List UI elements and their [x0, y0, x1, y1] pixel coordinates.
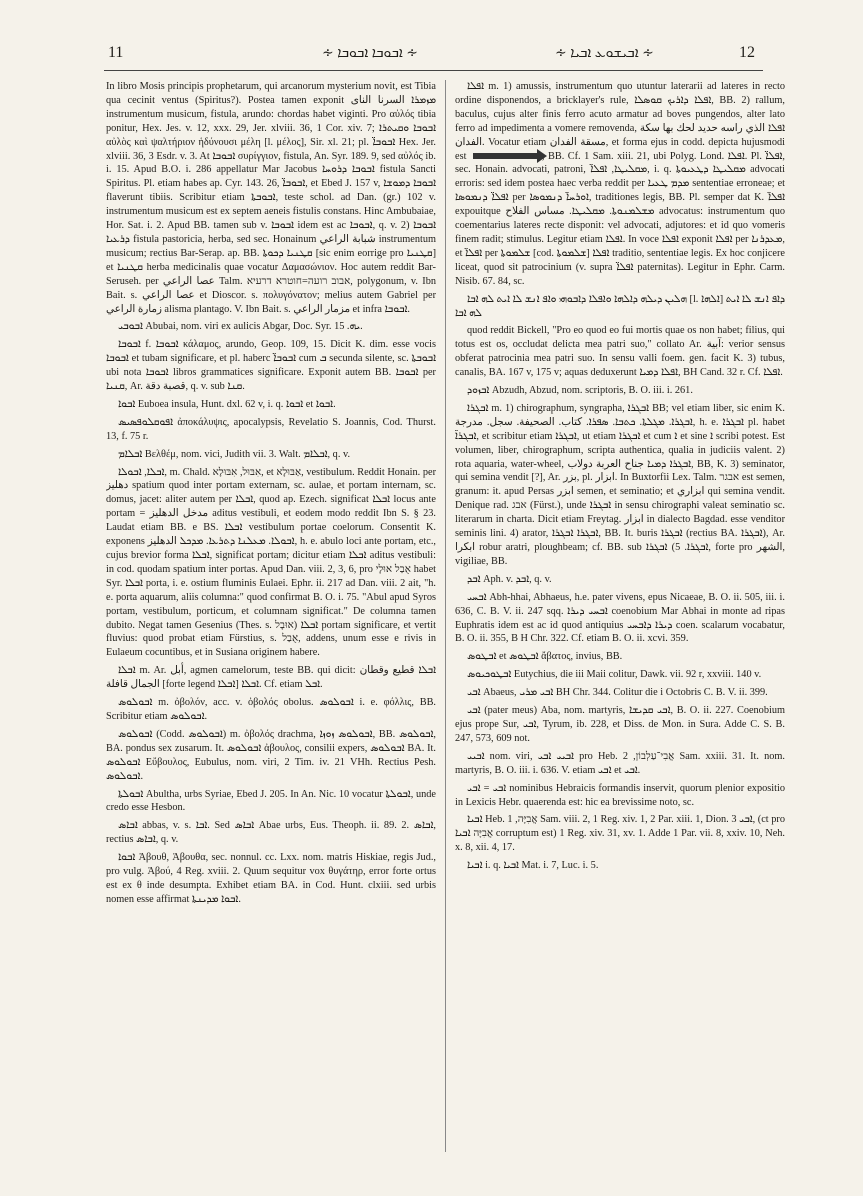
dictionary-entry: quod reddit Bickell, "Pro eo quod eo fui mortis quae os non habet; filius, qui totus est os, occludat delicta mea patri suo," collato Ar. آبية: verior sensus obferat patrocinia mea patri suo. In sensu valli foem. gen. facit K. 3) tubus, canalis, BA. 167 v, 175 v; aquas deduxerunt ܐܦܠܐ ܕܡܝܐ, BH Cand. 32 r. Cf. ܐܦܠܐ.: [455, 325, 785, 379]
dictionary-entry: ܐܒܘܒܐ f. ܐܒܘܒܐ κάλαμος, arundo, Geop. 109, 15. Dicit K. dim. esse vocis ܐܒܘܒܐ et tubam significare, et pl. haberc ܐܒܘܒܐ̈ cum ܒ secunda silente, sc. ܐܒܘܒܬܐ ubi nota ܐܒܘܒܐ libros grammatices significare. Exponit autem BB. ܐܒܘܒܐ per ܩܢܝܐ, Ar. قصبة دقة, q. v. sub ܩܢܐ.: [106, 339, 436, 393]
left-running-head: ∻ ܐܒܘܒܐ ܐܒܘܒܐ ∻: [322, 46, 419, 61]
header-rule: [104, 70, 763, 71]
left-page-number: 11: [108, 44, 124, 61]
right-page-number: 12: [739, 44, 755, 61]
dictionary-entry: ܐܒܝܐ Heb. אֲבִיָּה, 1 Sam. viii. 2, 1 Reg. xiv. 1, 2 Par. xiii. 1, Dion. ܐܒܝ 3, (ct pro אֲבִיָּה ܐܒܝܐ corruptum est) 1 Reg. xiv. 31, xv. 1. Adde 1 Par. vii. 8, xxiv. 10, Neh. x. 8, xii. 4, 17.: [455, 814, 785, 854]
right-running-head: ∻ ܐܒܝܫܘܥ ܐܒܝܐ ∻: [555, 46, 654, 61]
dictionary-entry: ܐܒܝ Abaeus, ܐܒܝ ܡܪܝ BH Chr. 344. Colitur die i Octobris C. B. V. ii. 399.: [467, 687, 768, 699]
dictionary-entry: ܐܒܛܘܟܝܘܣ Eutychius, die iii Maii colitur, Dawk. vii. 92 r, xxviii. 140 v.: [467, 669, 762, 681]
right-column: [455, 80, 785, 1160]
dictionary-entry: ܐܦܠܐ m. 1) amussis, instrumentum quo utuntur laterarii ad lateres in recto ordine disponendos, a bricklayer's rule, ܐܦܠܐ ܕܐܪܝܟ ܩܘܣܠܐ, BB. 2) rallum, baculus, cujus alter finis ferro acuto armatur ad boves pungendos, alter lato ferro ad impedimenta a vomere removenda, ܐܦܠܐ الذي راسه حديد لحك بها سكة الفدان. Vocatur etiam مسقة الفدان, et forma ejus in codd. depicta hujusmodi est , BB. Cf. 1 Sam. xiii. 21, ubi Polyg. Lond. ܐܦܠܐ. Pl. ܐܦܠܐ̈, sec. Honain. advocati, patroni, ܡܩܠܝܛܐ, ܐܦܠܐ̈, i. q. ܡܩܠܝܛܐ ܕܛܥܝܘܬܐ advocati erroris: sed idem postea haec verba reddit per ܡܕܡ ܛܥܝܐ sententiae erroneae; et ܐܦܠܐ̈ ܕܢܡܘܣܐ per ܐܘܪܚܐ̈ ܕܢܡܘܣܐ, traditiones legis, BB. Pl. semper dat K. ܐܦܠܐ̈ expouitque ܡܫܠܡܢܘܬܐ. ܡܩܠܝܛܐ. مساس الفلاح advocatus: instrumentum quo coementarius lateres recte disponit: vel advocati, adjutores: et id quo vomeris finem radit; stimulus. Legitur etiam ܐܦܠܐ. In voce ܐܦܠܐ exponit ܐܦܠܐ per ܡܥܕܪܢܐ, et ܐܦܠܐ̈ per ܫܠܡܘܬܐ [cod. ܫܠܡܘܬܐ] ܐܦܠܐ traditio, sententiae legis. Ex hoc conjicere liceat, quod sit patrocinium (v. supra ܐܦܠܐ̈ paternitas). Legitur in Ephr. Carm. Nisib. 67. 84, sc.: [455, 81, 785, 287]
dictionary-entry: ܗܠܝܢ ܕܝܠܗ ܕܐܠܗܐ ܘܐܦܠܐ ܕܐܒܘܗܝ ܘܐܦ ܐܢܫ ܠܐ ܐܝܬ ܠܗ ܐܒܐ [l. ܐܠܗܐ] ܕܐܦ ܐܢܫ ܠܐ ܐܝܬ ܠܗ ܐܒܐ: [455, 293, 785, 319]
dictionary-entry: ܐܒܘܐ Euboea insula, Hunt. dxl. 62 v, i. q. ܐܒܘܐ et ܐܒܘܐ.: [118, 398, 336, 410]
dictionary-entry: ܐܒܝ = ܐܒܝ nominibus Hebraicis formandis inservit, quorum plenior expositio in Lexicis Hebr. quaerenda est: hic ea brevissime noto, sc.: [455, 782, 785, 808]
dictionary-entry: ܐܦܘܩܠܘܦܣܝܣ ἀποκάλυψις, apocalypsis, Revelatio S. Joannis, Cod. Thurst. 13, f. 75 r.: [106, 416, 436, 442]
dictionary-entry: ܐܒܕ Aph. v. ܐܒܕ, q. v.: [467, 573, 552, 585]
dictionary-entry: ܐܒܘܠܬܐ Abultha, urbs Syriae, Ebed J. 205. In An. Nic. 10 vocatur ܐܒܘܠܬܐ, unde credo esse Hesbon.: [106, 788, 436, 814]
dictionary-entry: In libro Mosis principis prophetarum, qui arcanorum mysterium novit, est Tibia qua cecinit ventus (Spiritus?). Postea tamen exponit ܡܙܡܪܐ السرنا النای instrumentum musicum, fistula, arundo: chordas habet viginti. Pro αὐλός tibia ponitur, Hex. Jes. v. 12, xxx. 29, Jer. xlviii. 36, 1 Cor. xiv. 7; ܐܒܘܒܐ ܘܩܝܬܪܐ αὐλὸς καὶ ψαλτήριον ἡδύνουσι μέλη [l. μέλος], Sir. xl. 21; pl. ܐܒܘܒܐ̈ Hex. Jer. xlviii. 36, 3 Esdr. v. 3. At ܐܒܘܒܐ συρίγγιον, fistula, An. Syr. 189. 9, sed αὐλός ib. i. 15. Apud B.O. i. 286 appellatur Mar Jacobus ܐܒܘܒܐ ܕܪܘܚܐ fistula Sancti Spiritus. Pl. etiam habes ap. Cyr. 143. 26, ܐܒܘܒܐ̈, et Ebed J. 157 v, ܐܒܘܒܐ ܕܡܘܫܐ flaverunt tibiis. Scribitur etiam ܐܒܘܒܬܐ, teste schol. ad Dan. (gr.) 102 v. instrumentum musicum est ex septem aeneis fistulis constans. Hinc Ambubaiae, Hor. Sat. i. 2. Apud BB. tamen sub v. ܐܒܘܒܐ idem est ac ܐܒܘܒܐ, q. v. 2) ܐܒܘܒܐ ܕܪܥܝܐ fistula pastoricia, herba, sed sec. Honainum شبابة الراعي instrumentum musicum; rectius Bar-Serap. ap. BB. ܩܛܢܝܐ ܕܟܘܬܐ [sic enim eorrige pro ܩܛܢܝܐ] et ܩܛܢܝܐ herba medicinalis quae vocatur Δαμασώνιον. Hoc autem reddit Bar-Seruseh. per عصا الراعي Talm. אבוב רועה=חוטרא דרעיא, polygonum, v. Ibn Bait. s. عصا الراعي et Dioscor. s. πολυγόνατον; melius autem Gabriel per زمارة الراعي alisma plantago. V. Ibn Bait. s. مزمار الراعي et infra ܐܒܘܒܐ.: [106, 81, 436, 315]
dictionary-entry: ܐܒܚܝ Abh-hhai, Abhaeus, h.e. pater vivens, epus Nicaeae, B. O. ii. 505, iii. i. 636, C. B. V. ii. 247 sqq. ܐܒܚܝ ܕܝܪܐ coenobium Mar Abhai in monte ad ripas Euphratis idem est ac id quod antiquius ܕܝܪܐ ܕܐܒܚܝ coen. scalarum vocabatur, B. O. ii. 355, B H Chr. 322. Cf. etiam B. O. ii. xcvi. 359.: [455, 591, 785, 645]
column-divider: [445, 80, 446, 1152]
dictionary-entry: ܐܒܓܪܐ m. 1) chirographum, syngrapha, ܐܒܓܪܐ BB; vel etiam liber, sic enim K. ܐܒܓܪܐ. ܡܓܠܬܐ. ܟܬܒܐ. ܣܦܪܐ. كتاب. الصحيفة. سجل. مدرجة, h. e. ܐܒܓܪܐ pl. habet ܐܒܓܪܐ̈, et scribitur etiam ܐܒܓܪܐ, ut etiam ܐܒܓܪܐ et cum ܐ et sine ܐ scribi potest. Est volumen, liber, chirographum, scripta authentica, qualia in judiciis valent. 2) rota aquaria, water-wheel, ܐܒܓܪܐ ܕܡܝܐ جناح العربة دولاب, BB, K. 3) seminator, qui semina vendit [?], Ar. بزر, pl. ابزار. In Buxtorfii Lex. Talm. אבגר est semen, granum: it. apud Persas ابزر semen, et seminatio; et ابزاري qui semina vendit. Denique rad. אבג (Fürst.), unde ܐܒܓܪܐ in sensu chirographi valeat seminatio sc. literarum in charta. Dicit etiam Freytag. ابزار in dialecto Bagdad. esse venditor seminis lini. 4) arator, ܐܒܓܪܐ ܐܒܓܪܐ, BB. It. buris ܐܒܓܪܐ (rectius BA. ܐܒܓܪܐ), Ar. ابكرا robur aratri, ploughbeam; cf. BB. sub ܐܒܓܪܐ. 5) ܐܒܓܪܐ, forte pro الشهر, vigiliae, BB.: [455, 402, 785, 567]
dictionary-entry: ܐܒܘܐ Ἀβουθ, Ἀβουθα, sec. nonnul. cc. Lxx. nom. matris Hiskiae, regis Jud., pro vulg. Ἀβού, 4 Reg. xviii. 2. Quum sequitur vox θυγάτηρ, error forte ortus est ex θ inde desumpta. Exhibet etiam BA. in Cod. Hunt. clxiii. sed urbis nomen esse affirmat ܐܒܘܐ ܡܕܝܢܬܐ.: [106, 852, 436, 905]
dictionary-entry: ܐܒܛܘܣ et ܐܒܛܘܣ ἄβατος, invius, BB.: [467, 651, 623, 663]
dictionary-entry: ܐܒܝܐ i. q. ܐܒܝܐ Mat. i. 7, Luc. i. 5.: [467, 860, 599, 872]
dictionary-entry: ܐܒܝܝ nom. viri, ܐܒܝܝ ܐܒܝ pro Heb. אֲבִי־עַלְבוֹן, 2 Sam. xxiii. 31. It. nom. martyris, B. O. iii. i. 636. V. etiam ܐܒܝ et ܐܒܝ.: [455, 750, 785, 776]
dictionary-entry: ܐܒܐܣ abbas, v. s. ܐܒܐ. Sed ܐܒܐܣ Abae urbs, Eus. Theoph. ii. 89. 2. ܐܒܐܣ, rectius ܐܒܐܣ, q. v.: [106, 820, 436, 846]
dictionary-entry: ܐܒܘܠܘܣ (Codd. ܐܒܘܠܘܣ) m. ὀβολός drachma, ܐܒܘܠܘܣ ܙܘܙܐ, BB. ܐܒܘܠܘܣ, BA. pondus sex zusarum. It. ܐܒܘܠܘܣ ἀβουλος, consilii expers, ܐܒܘܠܘܣ BA. It. ܐܒܘܠܘܣ Εὔβουλος, Eubulus, nom. viri, 2 Tim. iv. 21 VHh. Rectius Pesh. ܐܒܘܠܘܣ.: [106, 728, 436, 782]
page-header: [100, 44, 763, 68]
dictionary-entry: ܐܒܝ (pater meus) Aba, nom. martyris, ܐܒܝ ܩܕܝܫܐ, B. O. ii. 227. Coenobium ejus prope Sur, ܐܒܝ, Tyrum, ib. 228, et Diss. de Mon. in Sura. Adde C. S. B. 247, 573, 609 not.: [455, 705, 785, 744]
dictionary-entry: ܐܒܠܐܡ Βελθέμ, nom. vici, Judith vii. 3. Walt. ܐܒܠܐܡ, q. v.: [118, 448, 351, 460]
dictionary-entry: ܐܒܠܐ, ܐܒܘܠܐ, m. Chald. אִבּוּל, אִבּוּלָא, et אַבּוּלָא, vestibulum. Reddit Honain. per دهليز spatium quod inter portam externam, sc. aulae, et portam internam, sc. domus, jacet: aliter autem per ܐܒܠܐ, quod ap. Ezech. significat ܐܒܠܐ locus ante portam = مدخل الدهليز aditus vestibuli, et eodem modo reddit Ibn S. § 23. Laudat etiam BB. e BS. ܐܒܠܐ vestibulum portae coelorum. Consentit K. exponens ܐܒܘܠܐ. ܡܥܠܢܐ ܕܬܪܥܐ. ܡܕܟܠ الدهليز, h. e. abulo loci ante portam, etc., cujus brevior forma ܐܒܠܐ, significat portam; dicitur etiam ܐܒܠܐ aditus vestibuli: in cod. quodam spatium inter portas. Apud Dan. viii. 2, 3, 6, pro אֻבַל אוּלָי habet Syr. ܐܒܠܐ porta, i. e. ostium fluminis Eulaei. Ephr. ii. 217 ad Dan. viii. 2 ait, "h. e. porta aquarum, aliis columna:" quod confirmat B. O. i. 75. "Abul apud Syros portam, vestibulum, porticum, et columnam significat." De columna tamen dubito. Negat tamen Gesenius (Thes. s. אוּבָל) ܐܒܠܐ portam significare, et vertit fluvius: quod probat etiam Fürstius, s. אֻבַל, addens, unum esse e rivis in Eulaeum cocuntibus, et in Susiana originem habere.: [106, 466, 436, 659]
ox-goad-arrow-icon: [473, 153, 539, 159]
dictionary-entry: ܐܒܘܠܘܣ m. ὀβολόν, acc. v. ὀβολός obolus. ܐܒܘܠܘܣ i. e. φόλλις, BB. Scribitur etiam ܐܒܘܠܘܣ.: [106, 697, 436, 722]
left-column: [106, 80, 436, 1160]
dictionary-entry: ܐܒܙܘܕ Abzudh, Abzud, nom. scriptoris, B. O. iii. i. 261.: [467, 385, 693, 397]
dictionary-entry: ܐܒܠܐ m. Ar. أبل, agmen camelorum, teste BB. qui dicit: ܐܒܠܐ قطيع وقطان الجمال قافلة [forte legend ܐܒܠܐ] ܐܒܠܐ. Cf. etiam ܐܒܠ.: [106, 665, 436, 691]
dictionary-entry: ܐܒܘܒܝ Abubai, nom. viri ex aulicis Abgar, Doc. Syr. ܝܗ. 15.: [118, 321, 363, 333]
